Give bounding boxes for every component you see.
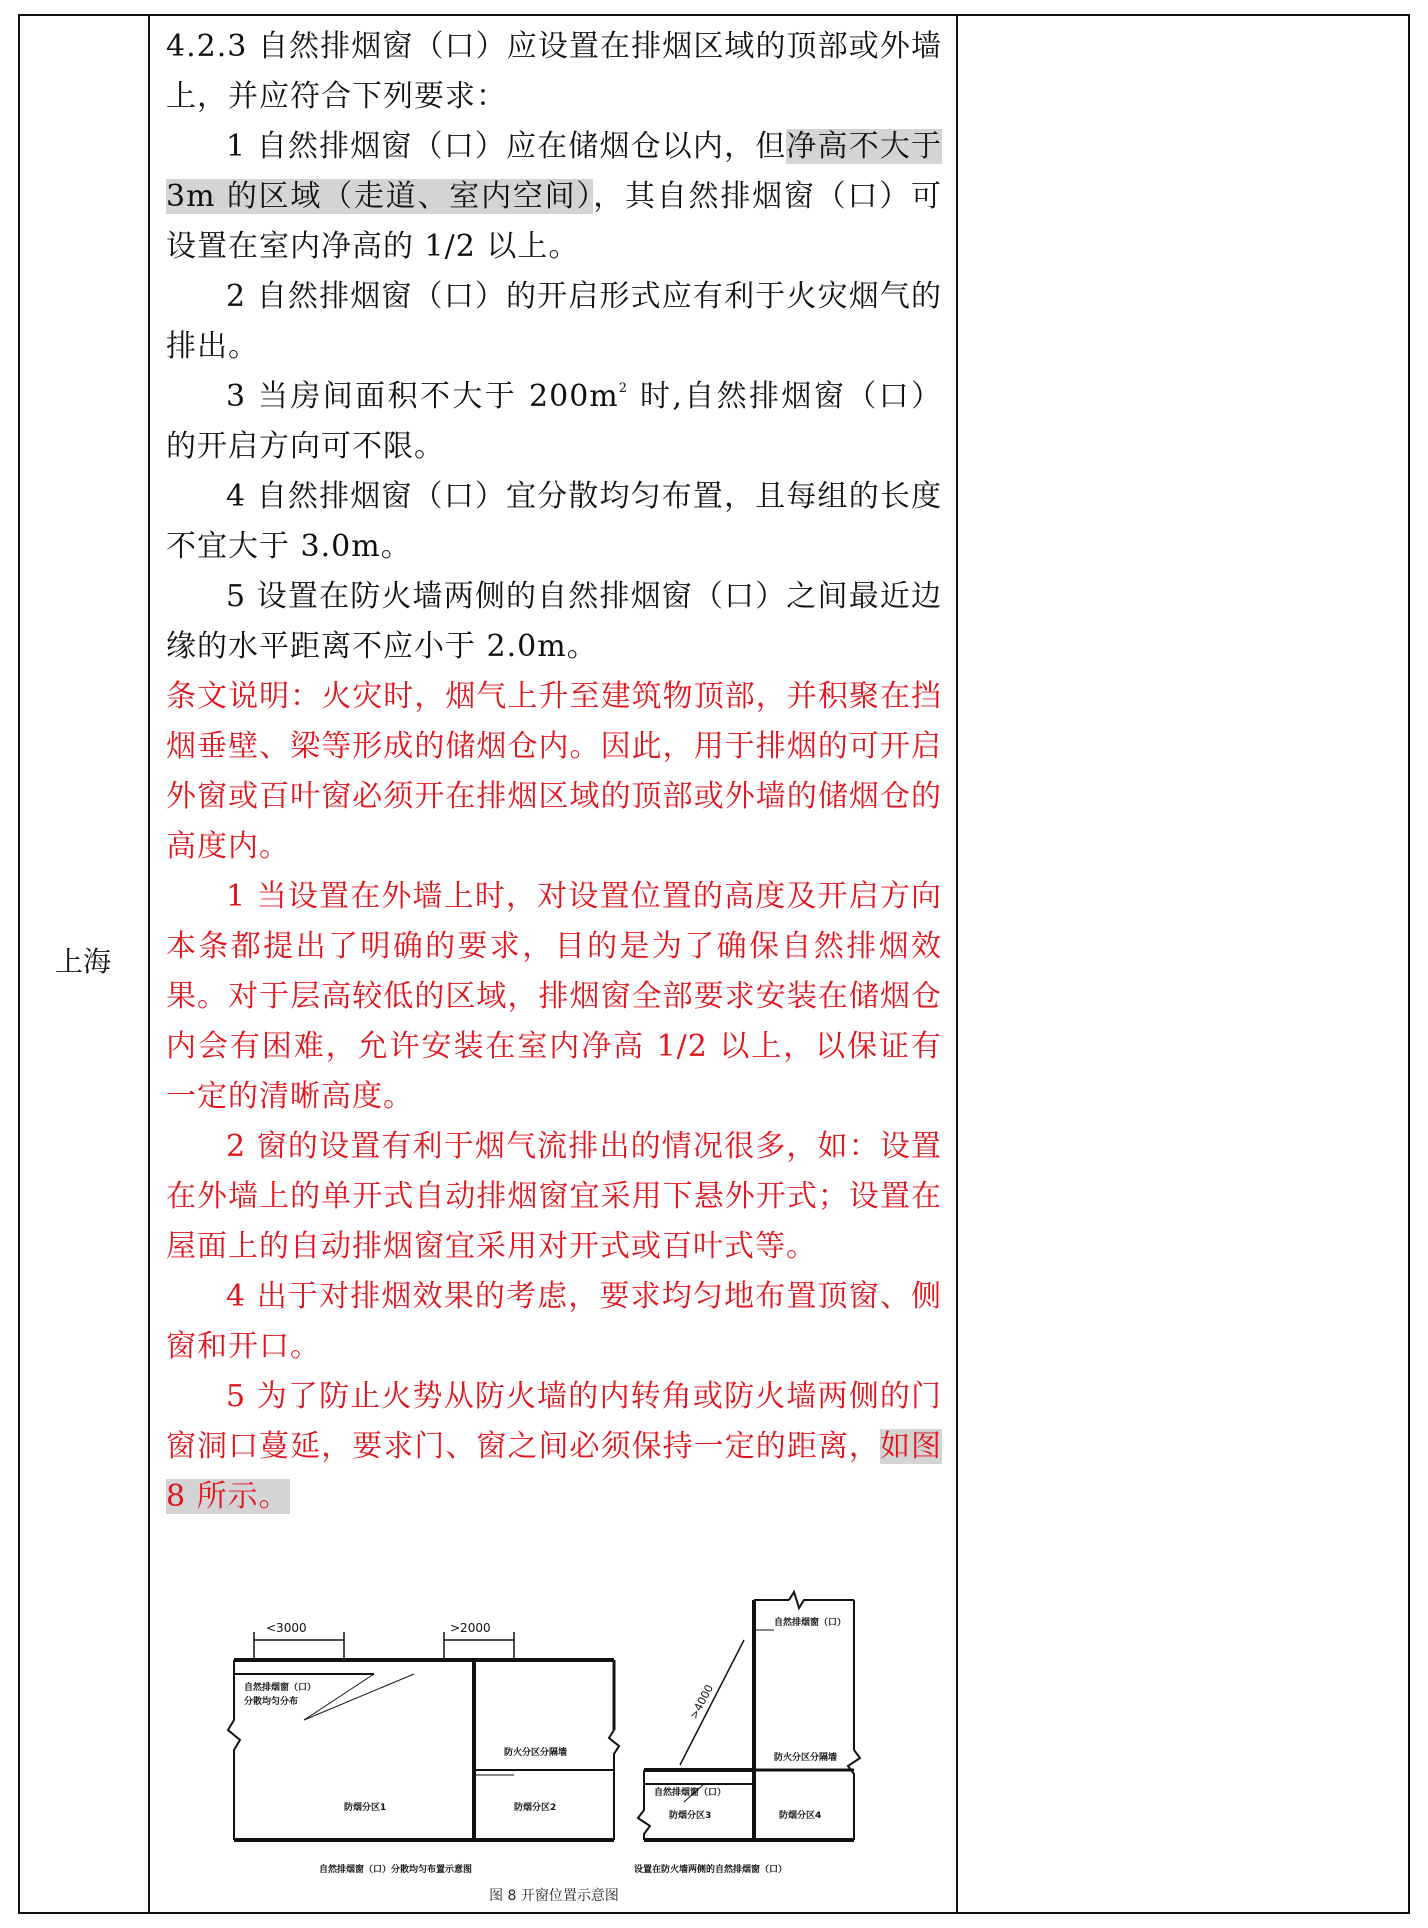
label-zone-3: 防烟分区3 bbox=[669, 1811, 712, 1821]
label-wall-right: 防火分区分隔墙 bbox=[774, 1753, 838, 1763]
label-zone-2: 防烟分区2 bbox=[514, 1803, 557, 1813]
column-divider-right bbox=[956, 14, 958, 1914]
label-window-left-2: 分散均匀分布 bbox=[244, 1697, 299, 1707]
label-zone-4: 防烟分区4 bbox=[779, 1811, 822, 1821]
clause-item-5: 5 设置在防火墙两侧的自然排烟窗（口）之间最近边缘的水平距离不应小于 2.0m。 bbox=[166, 579, 942, 664]
highlight-text: 净高不大于 3m 的区域（走道、室内空间） bbox=[166, 129, 943, 214]
window-position-figure bbox=[214, 1570, 894, 1910]
label-window-top: 自然排烟窗（口） bbox=[774, 1618, 847, 1628]
explanation-intro: 条文说明：火灾时，烟气上升至建筑物顶部，并积聚在挡烟垂壁、梁等形成的储烟仓内。因此，用于排烟的可开启外窗或百叶窗必须开在排烟区域的顶部或外墙的储烟仓的高度内。 bbox=[166, 679, 942, 864]
column-divider-left bbox=[148, 14, 150, 1914]
explanation-item-2: 2 窗的设置有利于烟气流排出的情况很多，如：设置在外墙上的单开式自动排烟窗宜采用下悬外开式；设置在屋面上的自动排烟窗宜采用对开式或百叶式等。 bbox=[166, 1129, 942, 1264]
label-window-left: 自然排烟窗（口） bbox=[244, 1683, 317, 1693]
explanation-item-5: 5 为了防止火势从防火墙的内转角或防火墙两侧的门窗洞口蔓延，要求门、窗之间必须保持一定的距离，如图 8 所示。 bbox=[166, 1379, 943, 1514]
clause-title: 4.2.3 自然排烟窗（口）应设置在排烟区域的顶部或外墙上，并应符合下列要求： bbox=[166, 29, 942, 114]
figure-drawing bbox=[214, 1570, 894, 1910]
dim-diag-label: >4000 bbox=[687, 1682, 717, 1722]
clause-item-1: 1 自然排烟窗（口）应在储烟仓以内，但净高不大于 3m 的区域（走道、室内空间），其自然排烟窗（口）可设置在室内净高的 1/2 以上。 bbox=[166, 129, 943, 264]
clause-item-2: 2 自然排烟窗（口）的开启形式应有利于火灾烟气的排出。 bbox=[166, 279, 942, 364]
dim-left-label: <3000 bbox=[266, 1621, 307, 1635]
figure-caption: 图 8 开窗位置示意图 bbox=[489, 1888, 619, 1904]
label-window-right: 自然排烟窗（口） bbox=[654, 1788, 727, 1798]
explanation-item-4: 4 出于对排烟效果的考虑，要求均匀地布置顶窗、侧窗和开口。 bbox=[166, 1279, 942, 1364]
clause-item-4: 4 自然排烟窗（口）宜分散均匀布置，且每组的长度不宜大于 3.0m。 bbox=[166, 479, 942, 564]
explanation-item-1: 1 当设置在外墙上时，对设置位置的高度及开启方向本条都提出了明确的要求，目的是为了确保自然排烟效果。对于层高较低的区域，排烟窗全部要求安装在储烟仓内会有困难，允许安装在室内净高 1/2 以上，以保证有一定的清晰高度。 bbox=[166, 879, 942, 1114]
region-cell: 上海 bbox=[54, 945, 111, 978]
clause-content bbox=[166, 22, 942, 1522]
highlight-text: 如图 8 所示。 bbox=[166, 1429, 943, 1514]
sub-caption-left: 自然排烟窗（口）分散均匀布置示意图 bbox=[319, 1865, 473, 1875]
sub-caption-right: 设置在防火墙两侧的自然排烟窗（口） bbox=[634, 1865, 788, 1875]
label-wall-mid: 防火分区分隔墙 bbox=[504, 1748, 568, 1758]
clause-item-3: 3 当房间面积不大于 $200m^2$ 时,自然排烟窗（口）的开启方向可不限。 bbox=[166, 379, 942, 464]
label-zone-1: 防烟分区1 bbox=[344, 1803, 387, 1813]
dim-mid-label: >2000 bbox=[450, 1621, 491, 1635]
